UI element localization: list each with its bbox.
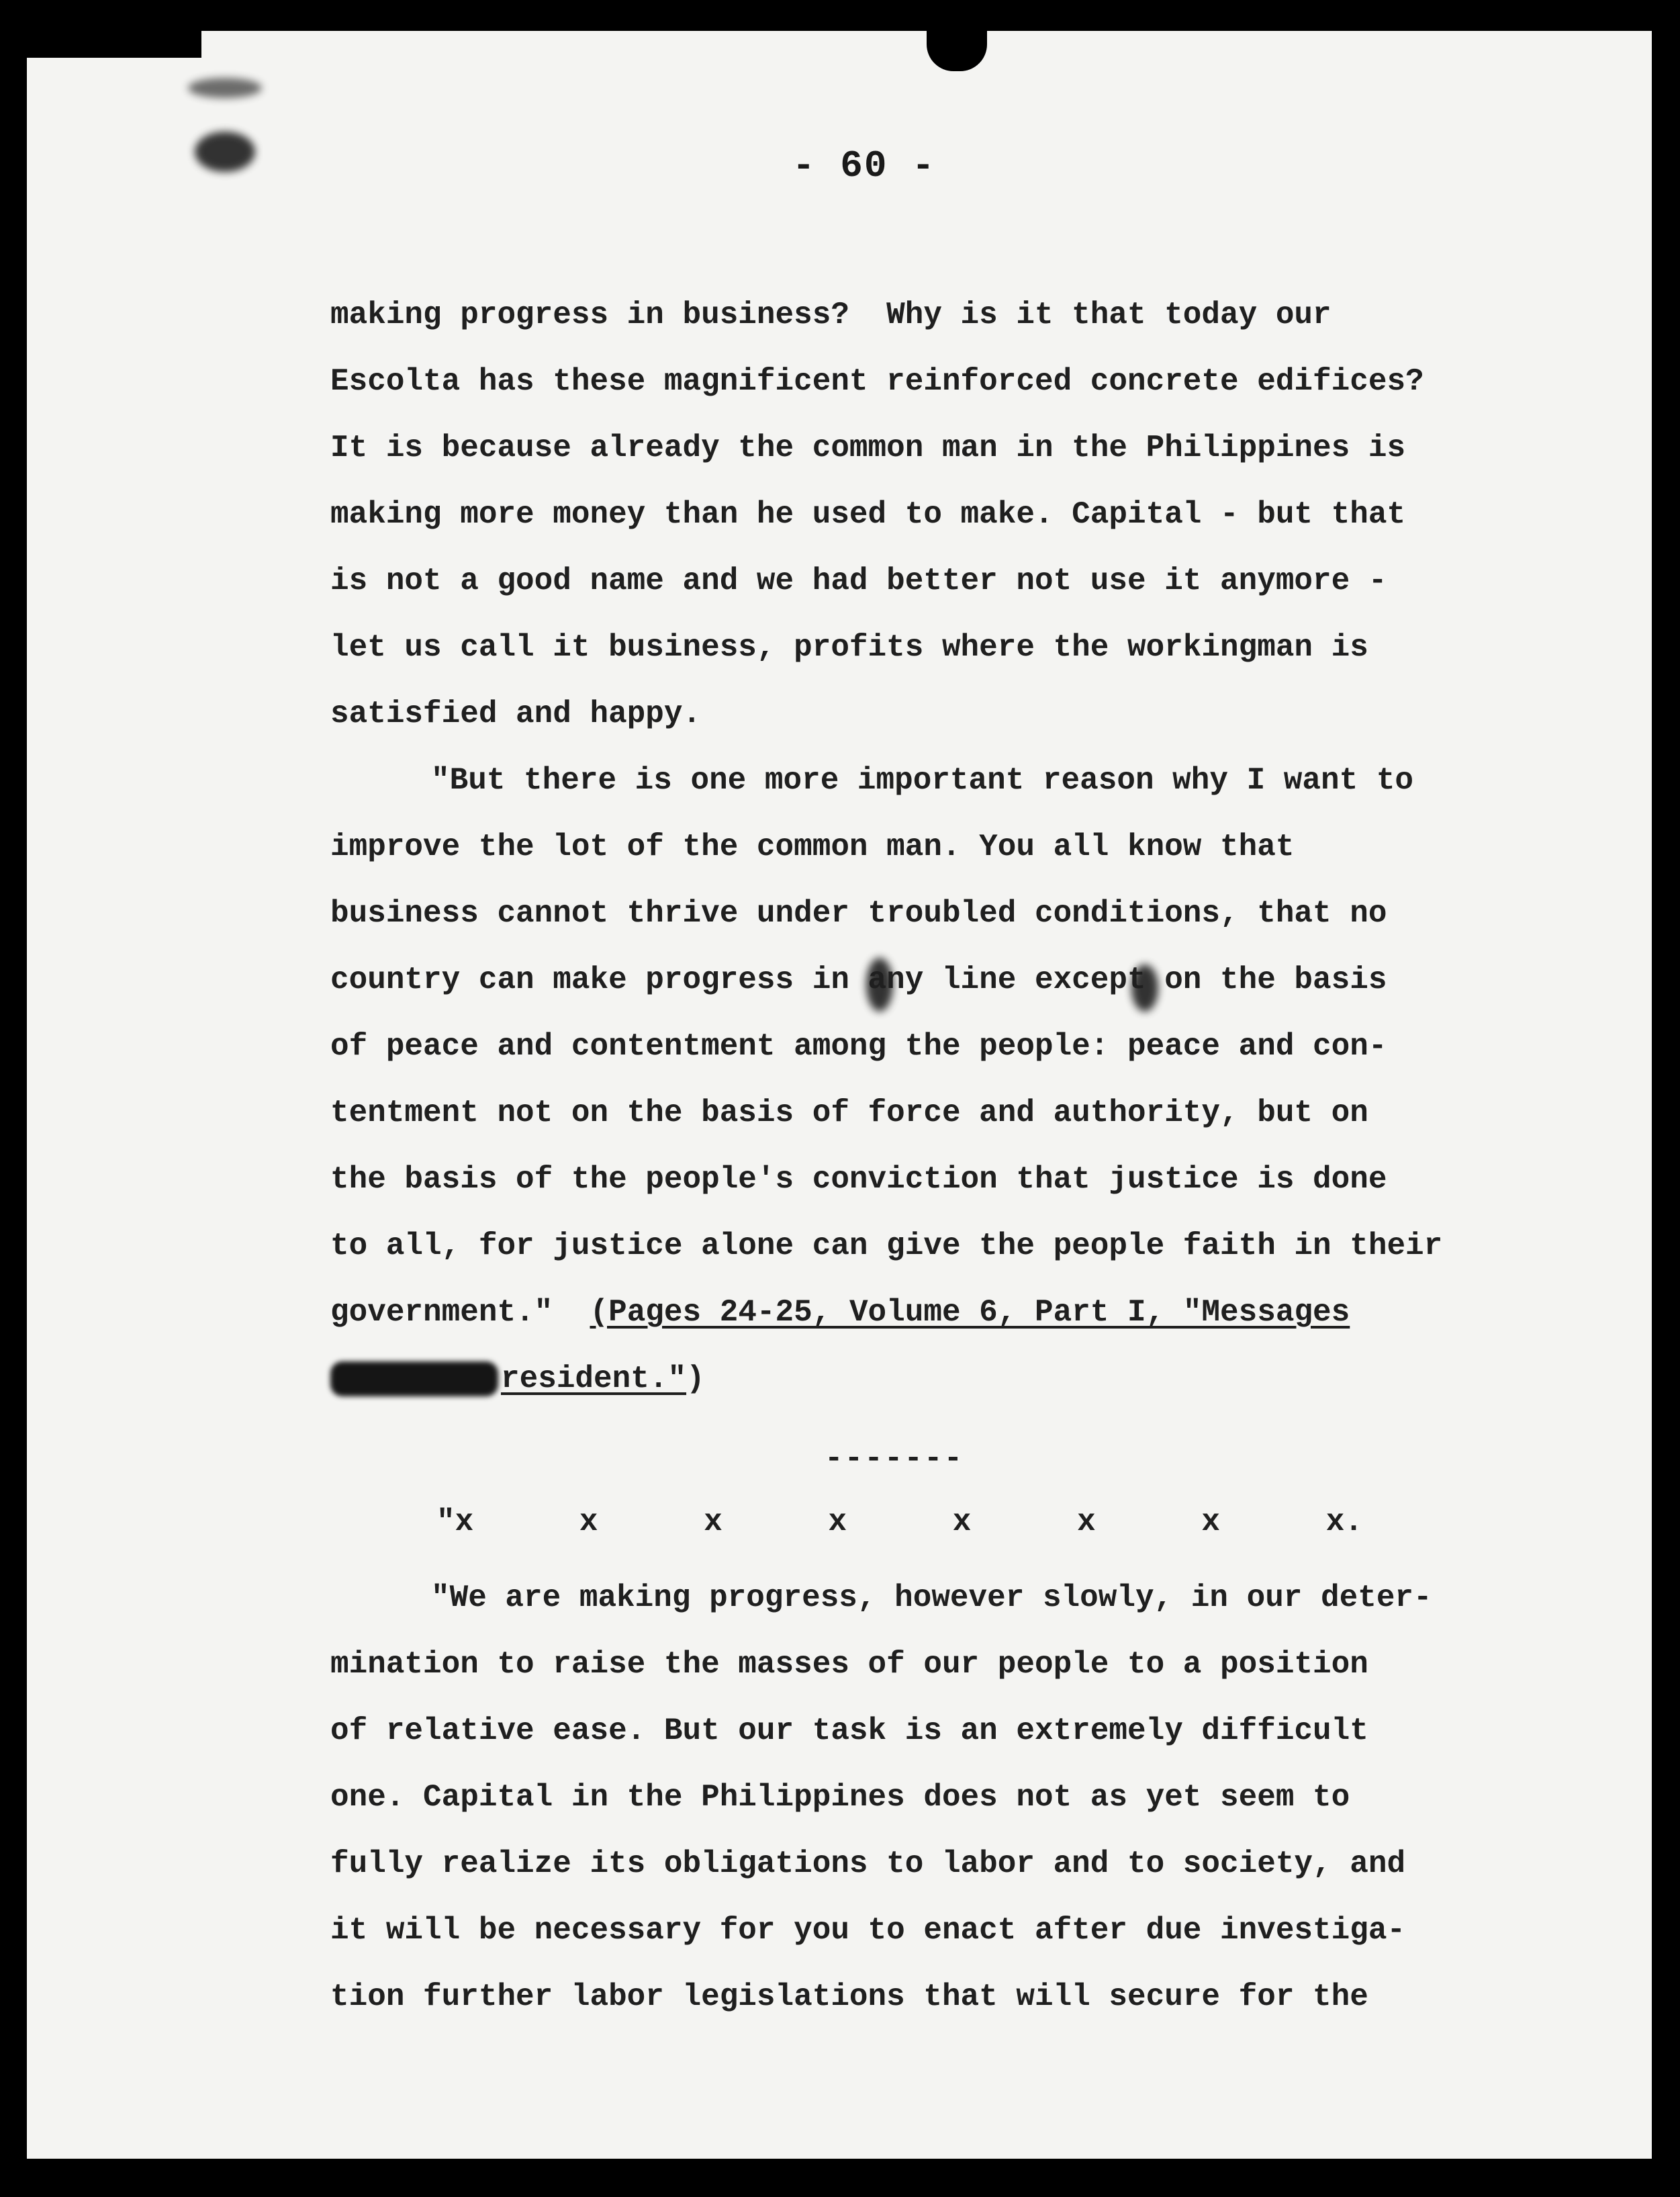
separator: -------: [825, 1441, 964, 1476]
text-line: one. Capital in the Philippines does not as yet seem to: [330, 1780, 1350, 1815]
text-line: making progress in business? Why is it that today our: [330, 298, 1332, 332]
torn-corner: [27, 31, 201, 58]
ink-blot: [195, 132, 255, 172]
text-line: of peace and contentment among the people: peace and con-: [330, 1029, 1387, 1064]
text-line: "But there is one more important reason why I want to: [431, 763, 1414, 798]
x-mark: x: [828, 1505, 847, 1539]
redaction-smudge: [330, 1361, 498, 1396]
text-line: the basis of the people's conviction that justice is done: [330, 1162, 1387, 1197]
citation-end: resident.": [501, 1361, 687, 1396]
text-line: is not a good name and we had better not use it anymore -: [330, 564, 1387, 598]
page-number: - 60 -: [792, 144, 936, 187]
ink-blot: [188, 78, 262, 98]
x-mark: x: [579, 1505, 598, 1539]
text-line: tentment not on the basis of force and authority, but on: [330, 1095, 1368, 1130]
x-mark: x: [1077, 1505, 1096, 1539]
text-line: "We are making progress, however slowly, in our deter-: [431, 1580, 1432, 1615]
text-line: improve the lot of the common man. You all know that: [330, 830, 1295, 864]
text-line: mination to raise the masses of our people to a position: [330, 1647, 1368, 1682]
paragraph-3: [330, 1565, 1573, 2030]
text-line: to all, for justice alone can give the people faith in their: [330, 1228, 1443, 1263]
text-line: let us call it business, profits where the workingman is: [330, 630, 1368, 665]
x-mark: x.: [1325, 1505, 1363, 1539]
x-mark: x: [704, 1505, 722, 1539]
citation-close: ): [686, 1361, 705, 1396]
text-line: Escolta has these magnificent reinforced concrete edifices?: [330, 364, 1424, 399]
text-line: it will be necessary for you to enact after due investiga-: [330, 1913, 1406, 1948]
text-line: making more money than he used to make. Capital - but that: [330, 497, 1406, 532]
omission-marks: [436, 1505, 1363, 1539]
text-line: satisfied and happy.: [330, 697, 702, 731]
text-line-citation: [330, 1280, 1573, 1346]
text-line: country can make progress in any line except on the basis: [330, 962, 1387, 997]
text-line-citation-end: [330, 1346, 1573, 1413]
text-line: It is because already the common man in the Philippines is: [330, 431, 1406, 465]
torn-edge: [927, 31, 987, 71]
text-line: business cannot thrive under troubled conditions, that no: [330, 896, 1387, 931]
x-mark: x: [1201, 1505, 1220, 1539]
x-mark: "x: [436, 1505, 474, 1539]
text-line: tion further labor legislations that will secure for the: [330, 1979, 1368, 2014]
closing-text: government.": [330, 1295, 553, 1330]
text-line: fully realize its obligations to labor and to society, and: [330, 1846, 1406, 1881]
x-mark: x: [952, 1505, 972, 1539]
paragraph-1: [330, 282, 1573, 1413]
citation: (Pages 24-25, Volume 6, Part I, "Messages: [590, 1295, 1350, 1330]
text-line: of relative ease. But our task is an extremely difficult: [330, 1713, 1368, 1748]
